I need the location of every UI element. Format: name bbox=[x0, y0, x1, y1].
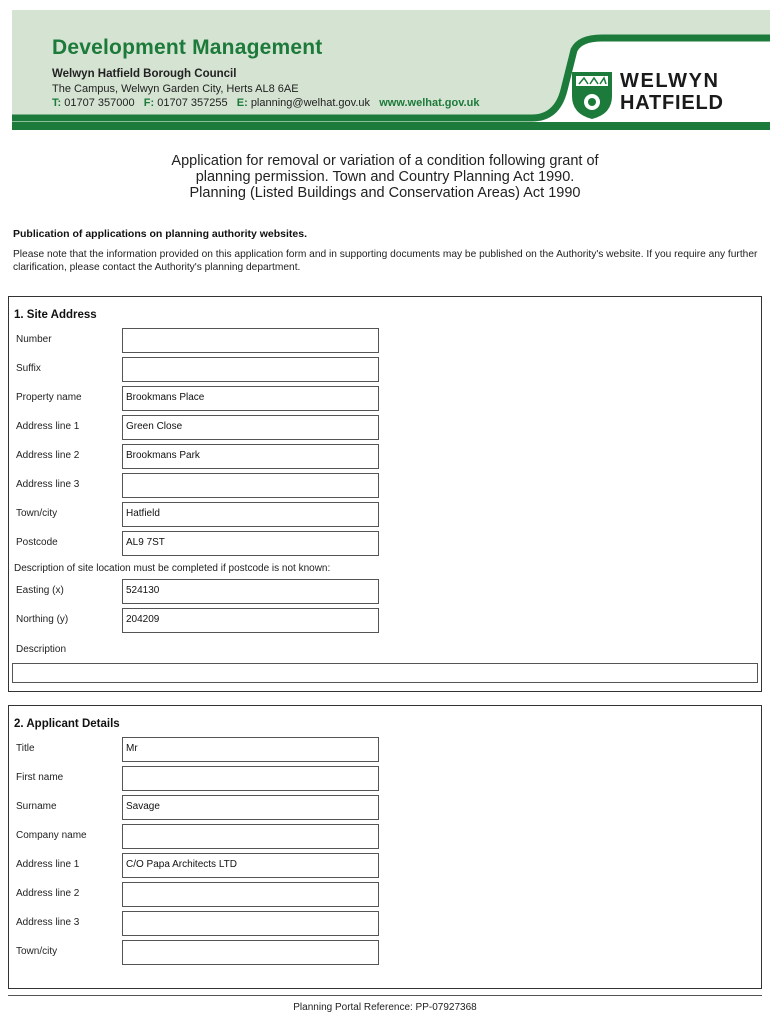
field-label: Address line 1 bbox=[16, 859, 80, 870]
field-label: Address line 3 bbox=[16, 479, 80, 490]
surname-input[interactable]: Savage bbox=[122, 795, 379, 820]
applicant-details-section bbox=[8, 705, 762, 989]
easting-input[interactable]: 524130 bbox=[122, 579, 379, 604]
field-row-applicant-address-line-3 bbox=[9, 911, 761, 937]
field-row-postcode bbox=[9, 531, 761, 557]
fax-number: 01707 357255 bbox=[157, 97, 228, 109]
property-name-input[interactable]: Brookmans Place bbox=[122, 386, 379, 411]
postcode-input[interactable]: AL9 7ST bbox=[122, 531, 379, 556]
number-input[interactable] bbox=[122, 328, 379, 353]
section-heading: 2. Applicant Details bbox=[14, 718, 120, 730]
publication-notice: Please note that the information provided on this application form and in supporting documents may be published on the Authority's website. If you require any further clarification, please contact the Authority's planning department. bbox=[13, 249, 758, 273]
address-line-2-input[interactable]: Brookmans Park bbox=[122, 444, 379, 469]
field-label: Address line 2 bbox=[16, 450, 80, 461]
address-line-1-input[interactable]: Green Close bbox=[122, 415, 379, 440]
applicant-town-city-input[interactable] bbox=[122, 940, 379, 965]
field-label: Northing (y) bbox=[16, 614, 69, 625]
logo-text-welwyn: WELWYN bbox=[620, 70, 720, 92]
portal-reference: Planning Portal Reference: PP-07927368 bbox=[293, 1002, 477, 1013]
logo-text-hatfield: HATFIELD bbox=[620, 92, 724, 114]
field-label: Easting (x) bbox=[16, 585, 64, 596]
field-row-property-name bbox=[9, 386, 761, 412]
field-label: Address line 2 bbox=[16, 888, 80, 899]
applicant-address-line-2-input[interactable] bbox=[122, 882, 379, 907]
title-line-3: Planning (Listed Buildings and Conservation Areas) Act 1990 bbox=[189, 185, 581, 201]
field-label: Postcode bbox=[16, 537, 58, 548]
field-row-title bbox=[9, 737, 761, 763]
council-name: Welwyn Hatfield Borough Council bbox=[52, 68, 237, 80]
town-city-input[interactable]: Hatfield bbox=[122, 502, 379, 527]
field-label: Town/city bbox=[16, 946, 58, 957]
field-row-first-name bbox=[9, 766, 761, 792]
field-row-applicant-town-city bbox=[9, 940, 761, 966]
field-row-easting bbox=[9, 579, 761, 605]
title-line-1: Application for removal or variation of a condition following grant of bbox=[171, 153, 599, 169]
applicant-address-line-1-input[interactable]: C/O Papa Architects LTD bbox=[122, 853, 379, 878]
website-link[interactable]: www.welhat.gov.uk bbox=[379, 97, 480, 109]
field-row-town-city bbox=[9, 502, 761, 528]
email-address[interactable]: planning@welhat.gov.uk bbox=[250, 97, 371, 109]
field-row-surname bbox=[9, 795, 761, 821]
description-input[interactable] bbox=[12, 663, 758, 683]
fax-label: F: bbox=[143, 97, 155, 109]
field-label: First name bbox=[16, 772, 64, 783]
description-label: Description bbox=[16, 644, 67, 655]
tel-label: T: bbox=[52, 97, 62, 109]
northing-input[interactable]: 204209 bbox=[122, 608, 379, 633]
field-label: Company name bbox=[16, 830, 87, 841]
field-row-northing bbox=[9, 608, 761, 634]
field-label: Title bbox=[16, 743, 35, 754]
field-row-company-name bbox=[9, 824, 761, 850]
title-line-2: planning permission. Town and Country Planning Act 1990. bbox=[195, 169, 575, 185]
title-input[interactable]: Mr bbox=[122, 737, 379, 762]
site-address-section bbox=[8, 296, 762, 692]
publication-heading: Publication of applications on planning authority websites. bbox=[13, 228, 308, 240]
field-label: Property name bbox=[16, 392, 82, 403]
header-banner bbox=[12, 10, 770, 130]
site-location-note: Description of site location must be completed if postcode is not known: bbox=[14, 563, 331, 574]
document-title bbox=[0, 153, 770, 201]
first-name-input[interactable] bbox=[122, 766, 379, 791]
field-row-applicant-address-line-1 bbox=[9, 853, 761, 879]
company-name-input[interactable] bbox=[122, 824, 379, 849]
contact-line bbox=[52, 97, 479, 109]
field-label: Suffix bbox=[16, 363, 41, 374]
field-row-address-line-2 bbox=[9, 444, 761, 470]
applicant-address-line-3-input[interactable] bbox=[122, 911, 379, 936]
council-crest-icon bbox=[570, 70, 614, 120]
department-title: Development Management bbox=[52, 36, 323, 59]
field-label: Address line 1 bbox=[16, 421, 80, 432]
field-row-suffix bbox=[9, 357, 761, 383]
field-row-address-line-3 bbox=[9, 473, 761, 499]
email-label: E: bbox=[236, 97, 248, 109]
field-label: Address line 3 bbox=[16, 917, 80, 928]
field-row-applicant-address-line-2 bbox=[9, 882, 761, 908]
field-label: Surname bbox=[16, 801, 57, 812]
footer-divider bbox=[8, 995, 762, 996]
field-label: Number bbox=[16, 334, 52, 345]
tel-number: 01707 357000 bbox=[64, 97, 135, 109]
suffix-input[interactable] bbox=[122, 357, 379, 382]
field-row-number bbox=[9, 328, 761, 354]
council-address: The Campus, Welwyn Garden City, Herts AL8 6AE bbox=[52, 83, 299, 95]
field-label: Town/city bbox=[16, 508, 58, 519]
field-row-address-line-1 bbox=[9, 415, 761, 441]
address-line-3-input[interactable] bbox=[122, 473, 379, 498]
section-heading: 1. Site Address bbox=[14, 309, 97, 321]
